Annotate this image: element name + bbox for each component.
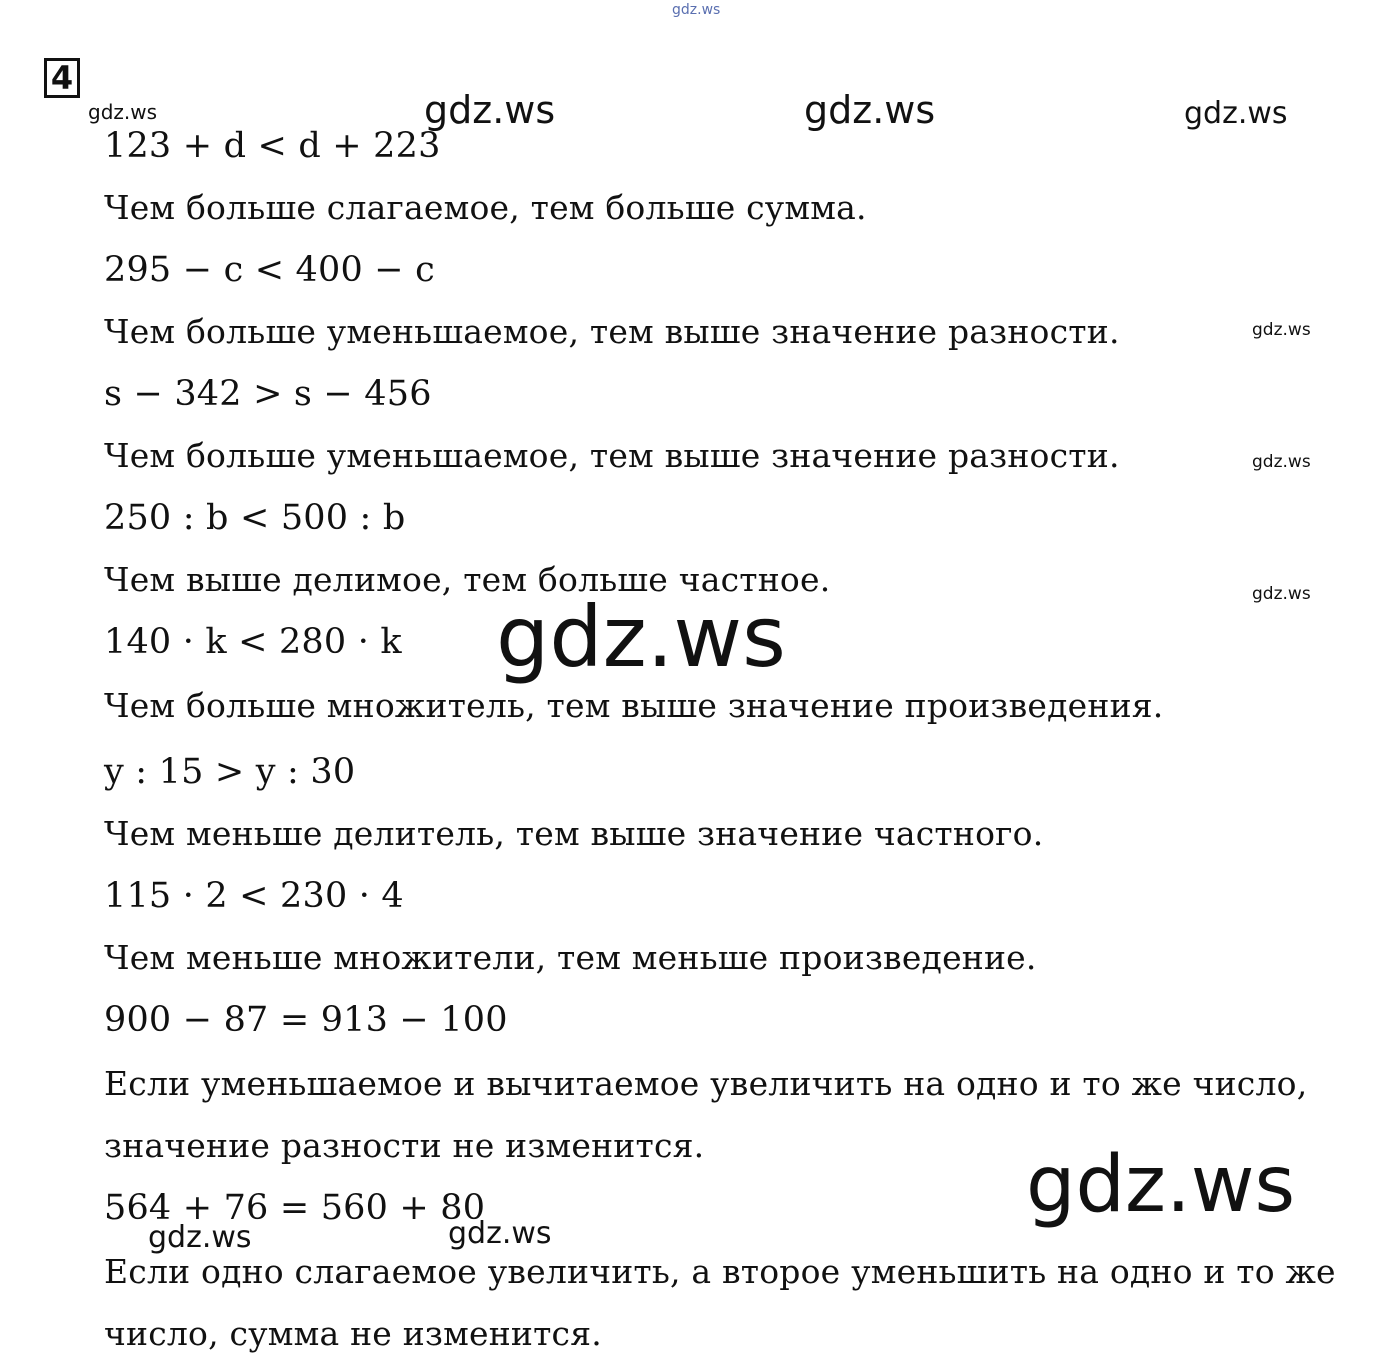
watermark: gdz.ws	[1184, 96, 1288, 131]
explanation-line: Чем больше уменьшаемое, тем выше значение разности.	[104, 436, 1120, 475]
explanation-line: Чем выше делимое, тем больше частное.	[104, 560, 831, 599]
explanation-line: Чем больше слагаемое, тем больше сумма.	[104, 188, 867, 227]
equation-line: 115 · 2 < 230 · 4	[104, 876, 404, 916]
explanation-line: Чем больше уменьшаемое, тем выше значение разности.	[104, 312, 1120, 351]
explanation-line: Чем меньше делитель, тем выше значение частного.	[104, 814, 1044, 853]
watermark: gdz.ws	[424, 88, 556, 132]
watermark: gdz.ws	[804, 88, 936, 132]
equation-line: 900 − 87 = 913 − 100	[104, 1000, 508, 1040]
explanation-line: Если уменьшаемое и вычитаемое увеличить на одно и то же число,	[104, 1064, 1308, 1103]
equation-line: 564 + 76 = 560 + 80	[104, 1188, 486, 1228]
explanation-line: Если одно слагаемое увеличить, а второе уменьшить на одно и то же	[104, 1252, 1336, 1291]
explanation-line: значение разности не изменится.	[104, 1126, 705, 1165]
explanation-line: Чем больше множитель, тем выше значение произведения.	[104, 686, 1164, 725]
watermark: gdz.ws	[448, 1216, 552, 1251]
watermark-large: gdz.ws	[496, 588, 786, 686]
equation-line: s − 342 > s − 456	[104, 374, 432, 414]
equation-line: 295 − c < 400 − c	[104, 250, 435, 290]
watermark: gdz.ws	[1252, 320, 1311, 340]
equation-line: y : 15 > y : 30	[104, 752, 356, 792]
explanation-line: Чем меньше множители, тем меньше произведение.	[104, 938, 1037, 977]
equation-line: 140 · k < 280 · k	[104, 622, 402, 662]
explanation-line: число, сумма не изменится.	[104, 1314, 602, 1353]
equation-line: 250 : b < 500 : b	[104, 498, 406, 538]
watermark: gdz.ws	[1252, 584, 1311, 604]
watermark: gdz.ws	[1252, 452, 1311, 472]
watermark-top: gdz.ws	[672, 2, 721, 18]
watermark-large: gdz.ws	[1026, 1140, 1296, 1230]
equation-line: 123 + d < d + 223	[104, 126, 441, 166]
watermark: gdz.ws	[148, 1220, 252, 1255]
watermark: gdz.ws	[88, 100, 158, 124]
task-number-box: 4	[44, 58, 80, 98]
